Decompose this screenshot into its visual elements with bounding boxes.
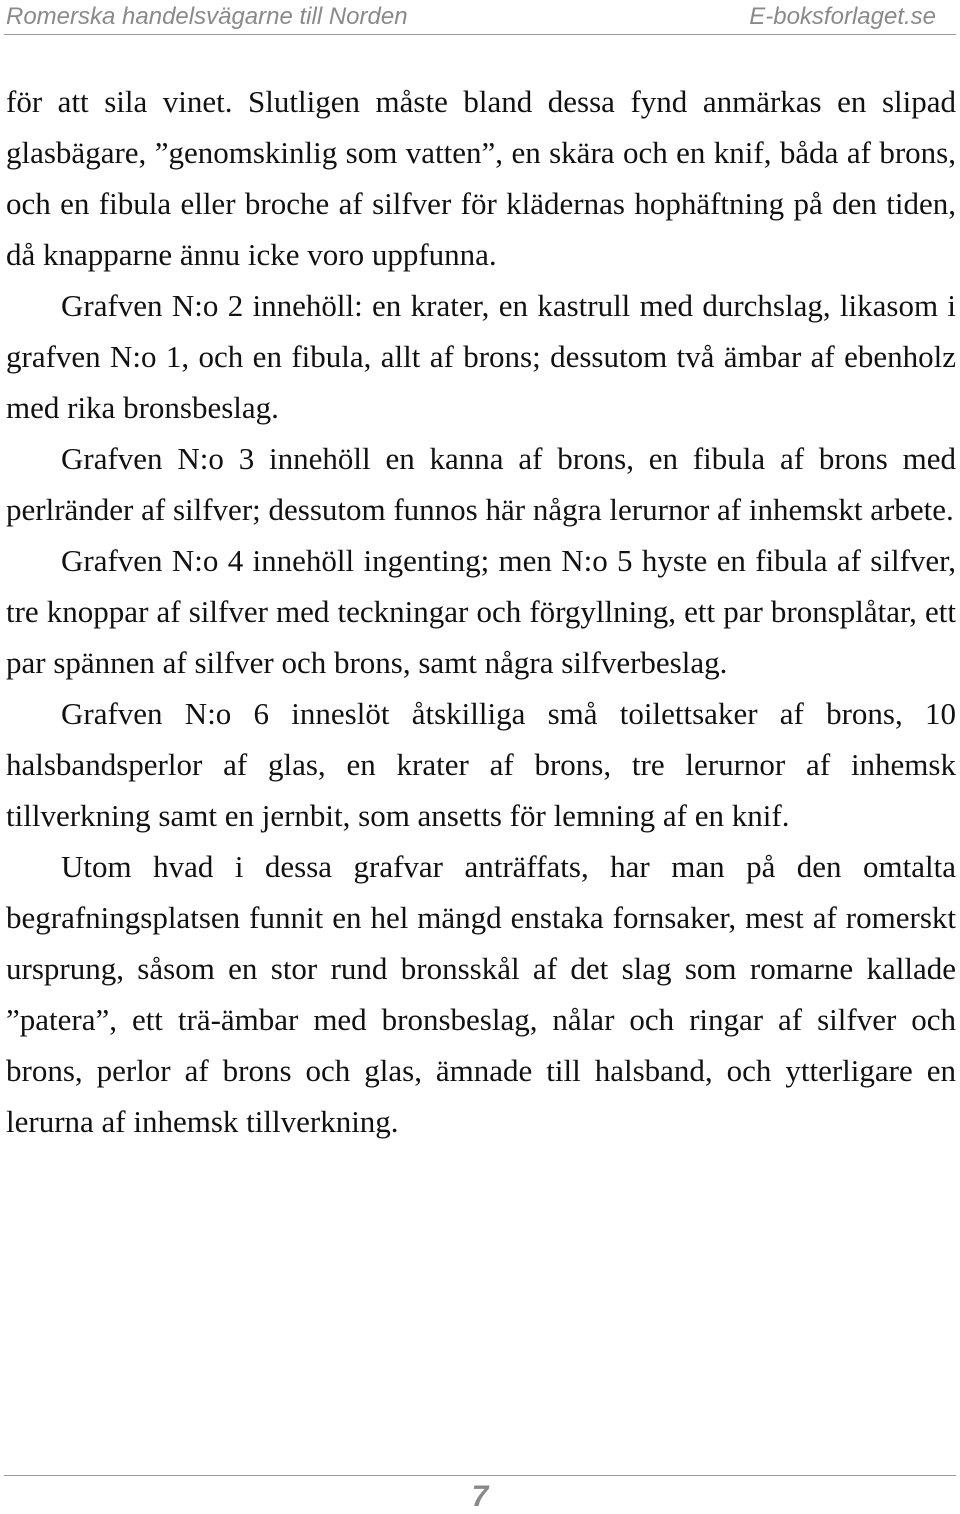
paragraph-1: för att sila vinet. Slutligen måste bland dessa fynd anmärkas en slipad glasbägare, ”genomskinlig som vatten”, en skära och en knif, båda af brons, och en fibula eller broche af silfver för klädernas hophäftning på den tiden, då knapparne ännu icke voro uppfunna.	[6, 84, 956, 272]
publisher-name: E-boksforlaget.se	[749, 3, 936, 30]
page-number: 7	[471, 1480, 489, 1513]
paragraph-4: Grafven N:o 4 innehöll ingenting; men N:o 5 hyste en fibula af silfver, tre knoppar af silfver med teckningar och förgyllning, ett par bronsplåtar, ett par spännen af silfver och brons, samt några silfverbeslag.	[6, 543, 956, 680]
paragraph-5: Grafven N:o 6 inneslöt åtskilliga små toilettsaker af brons, 10 halsbandsperlor af glas, en krater af brons, tre lerurnor af inhemsk tillverkning samt en jernbit, som ansetts för lemning af en knif.	[6, 696, 956, 833]
paragraph-6: Utom hvad i dessa grafvar anträffats, har man på den omtalta begrafningsplatsen funnit en hel mängd enstaka fornsaker, mest af romerskt ursprung, såsom en stor rund bronsskål af det slag som romarne kallade ”patera”, ett trä-ämbar med bronsbeslag, nålar och ringar af silfver och brons, perlor af brons och glas, ämnade till halsband, och ytterligare en lerurna af inhemsk tillverkning.	[6, 849, 956, 1139]
footer-rule	[4, 1475, 956, 1476]
paragraph-2: Grafven N:o 2 innehöll: en krater, en kastrull med durchslag, likasom i grafven N:o 1, och en fibula, allt af brons; dessutom två ämbar af ebenholz med rika bronsbeslag.	[6, 288, 956, 425]
book-title: Romerska handelsvägarne till Norden	[6, 3, 408, 30]
running-header	[6, 0, 936, 34]
header-rule	[4, 34, 956, 35]
paragraph-3: Grafven N:o 3 innehöll en kanna af brons, en fibula af brons med perlränder af silfver; dessutom funnos här några lerurnor af inhemskt arbete.	[6, 441, 956, 527]
body-text	[6, 76, 956, 1147]
